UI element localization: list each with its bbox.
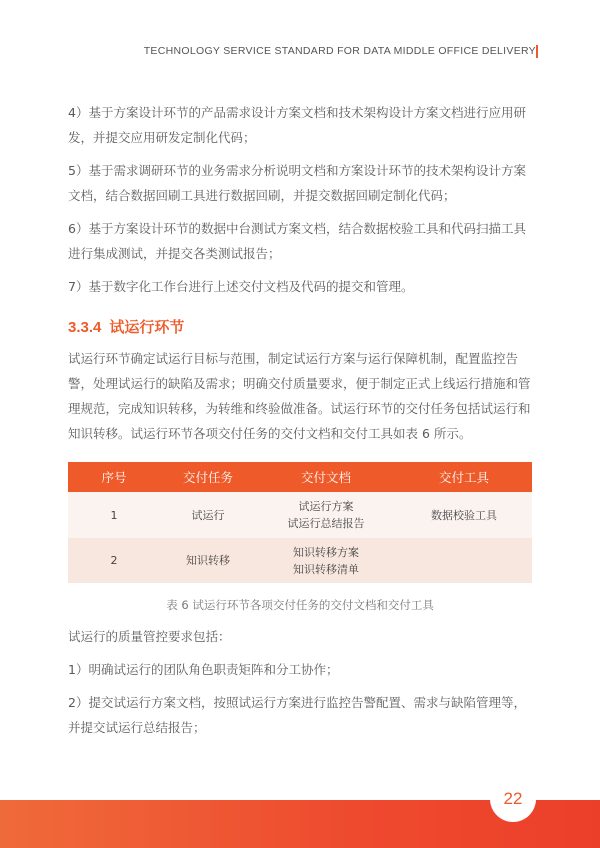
cell-tool [396,538,532,583]
cell-docs [256,538,396,583]
table-row [68,492,532,538]
header-cell-task: 交付任务 [160,462,256,492]
page-number: 22 [490,776,536,822]
cell-tool: 数据校验工具 [396,492,532,538]
cell-docs [256,492,396,538]
section-number: 3.3.4 [68,319,102,336]
doc-item: 试运行方案 [298,500,354,513]
doc-item: 知识转移方案 [293,545,359,559]
header-accent-bar [536,45,538,58]
doc-item: 试运行总结报告 [287,517,365,530]
paragraph-item-6: 6）基于方案设计环节的数据中台测试方案文档，结合数据校验工具和代码扫描工具进行集成测试，并提交各类测试报告； [68,221,526,261]
section-heading [68,316,184,337]
table-header-row [68,462,532,492]
doc-item: 知识转移清单 [293,562,359,576]
section-title-text: 试运行环节 [109,318,185,336]
table-row [68,538,532,583]
intro-paragraph: 试运行环节确定试运行目标与范围，制定试运行方案与运行保障机制，配置监控告警，处理试运行的缺陷及需求；明确交付质量要求，便于制定正式上线运行措施和管理规范，完成知识转移，为转维和终验做准备。试运行环节的交付任务包括试运行和知识转移。试运行环节各项交付任务的交付文档和交付工具如表 6 所示。 [68,351,531,441]
quality-lead: 试运行的质量管控要求包括： [68,629,231,644]
header-cell-no: 序号 [68,462,160,492]
quality-item-1: 1）明确试运行的团队角色职责矩阵和分工协作； [68,662,339,677]
deliverables-table [68,462,532,583]
cell-task: 试运行 [160,492,256,538]
paragraph-item-5: 5）基于需求调研环节的业务需求分析说明文档和方案设计环节的技术架构设计方案文档，结合数据回刷工具进行数据回刷，并提交数据回刷定制化代码； [68,163,526,203]
cell-no: 1 [68,492,160,538]
cell-no: 2 [68,538,160,583]
table-caption: 表 6 试运行环节各项交付任务的交付文档和交付工具 [166,598,434,612]
cell-task: 知识转移 [160,538,256,583]
running-header: TECHNOLOGY SERVICE STANDARD FOR DATA MIDDLE OFFICE DELIVERY [143,45,536,57]
paragraph-item-7: 7）基于数字化工作台进行上述交付文档及代码的提交和管理。 [68,279,414,294]
header-cell-docs: 交付文档 [256,462,396,492]
header-cell-tool: 交付工具 [396,462,532,492]
quality-item-2: 2）提交试运行方案文档，按照试运行方案进行监控告警配置、需求与缺陷管理等，并提交试运行总结报告； [68,695,526,735]
paragraph-item-4: 4）基于方案设计环节的产品需求设计方案文档和技术架构设计方案文档进行应用研发，并提交应用研发定制化代码； [68,105,526,145]
